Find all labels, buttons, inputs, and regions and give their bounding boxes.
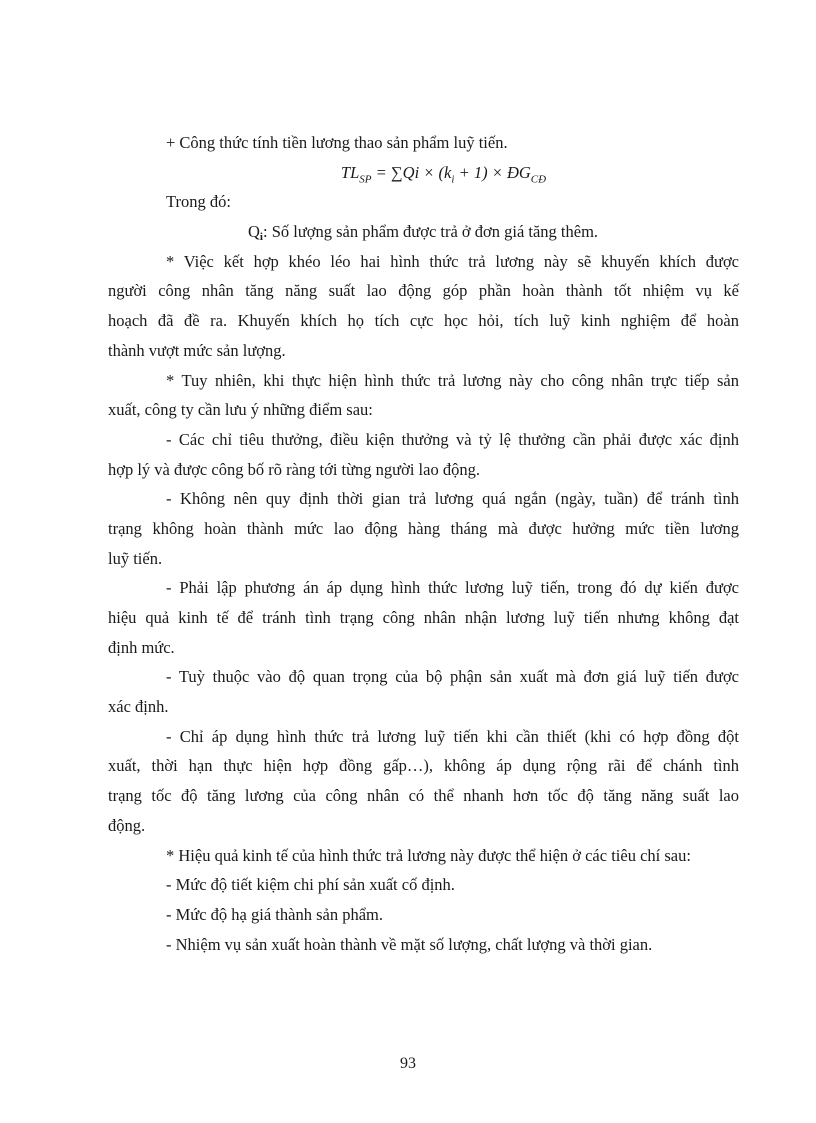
text-line: xác định. — [108, 697, 169, 717]
formula-lhs: TL — [340, 162, 360, 182]
text-line: - Mức độ tiết kiệm chi phí sản xuất cố định. — [166, 875, 455, 895]
qi-text: : Số lượng sản phẩm được trả ở đơn giá tăng thêm. — [262, 222, 599, 242]
qi-symbol-sub: i — [259, 231, 263, 244]
formula-rhs-a: = ∑Qi × (k — [371, 162, 452, 182]
where-label: Trong đó: — [166, 192, 231, 212]
text-line: * Tuy nhiên, khi thực hiện hình thức trả lương này cho công nhân trực tiếp sản — [166, 370, 739, 390]
formula-sub-i: i — [451, 172, 455, 185]
text-line: hiệu quả kinh tế để tránh tình trạng công nhân nhận lương luỹ tiến nhưng không đạt — [108, 608, 739, 627]
text-line: xuất, công ty cần lưu ý những điểm sau: — [108, 400, 373, 420]
text-line: hoạch đã đề ra. Khuyến khích họ tích cực học hỏi, tích luỹ kinh nghiệm để hoàn — [108, 311, 739, 331]
text-line: thành vượt mức sản lượng. — [108, 340, 286, 360]
formula-rhs-b: + 1) × ĐG — [454, 162, 531, 182]
text-line: * Hiệu quả kinh tế của hình thức trả lương này được thể hiện ở các tiêu chí sau: — [166, 845, 691, 865]
text-line: người công nhân tăng năng suất lao động góp phần hoàn thành tốt nhiệm vụ kế — [108, 281, 739, 301]
text-line: hợp lý và được công bố rõ ràng tới từng người lao động. — [108, 459, 480, 479]
body-text — [108, 128, 739, 959]
formula-intro: + Công thức tính tiền lương thao sản phẩm luỹ tiến. — [166, 133, 508, 152]
text-line: động. — [108, 815, 146, 835]
text-line: - Không nên quy định thời gian trả lương quá ngắn (ngày, tuần) để tránh tình — [166, 489, 739, 509]
text-line: xuất, thời hạn thực hiện hợp đồng gấp…), không áp dụng rộng rãi để chánh tình — [108, 756, 739, 776]
text-line: * Việc kết hợp khéo léo hai hình thức trả lương này sẽ khuyến khích được — [166, 251, 739, 271]
text-line: luỹ tiến. — [108, 548, 163, 568]
text-line: - Mức độ hạ giá thành sản phẩm. — [166, 904, 383, 924]
text-line: - Tuỳ thuộc vào độ quan trọng của bộ phận sản xuất mà đơn giá luỹ tiến được — [166, 667, 739, 687]
text-line: trạng không hoàn thành mức lao động hàng tháng mà được hưởng mức tiền lương — [108, 518, 739, 538]
formula — [108, 158, 739, 188]
qi-symbol: Q — [248, 222, 260, 242]
text-line: trạng tốc độ tăng lương của công nhân có thể nhanh hơn tốc độ tăng năng suất lao — [108, 786, 739, 806]
text-line: định mức. — [108, 637, 175, 657]
text-line: - Phải lập phương án áp dụng hình thức lương luỹ tiến, trong đó dự kiến được — [166, 578, 739, 598]
text-line: - Các chỉ tiêu thưởng, điều kiện thưởng và tỷ lệ thưởng cần phải được xác định — [166, 429, 739, 449]
qi-definition — [108, 217, 739, 247]
page-number: 93 — [400, 1055, 416, 1072]
text-line: - Chỉ áp dụng hình thức trả lương luỹ tiến khi cần thiết (khi có hợp đồng đột — [166, 726, 739, 746]
formula-lhs-sub: SP — [359, 172, 372, 185]
paragraph-lines — [108, 247, 739, 960]
text-line: - Nhiệm vụ sản xuất hoàn thành về mặt số lượng, chất lượng và thời gian. — [166, 934, 653, 954]
formula-sub-cd: CĐ — [530, 172, 547, 185]
